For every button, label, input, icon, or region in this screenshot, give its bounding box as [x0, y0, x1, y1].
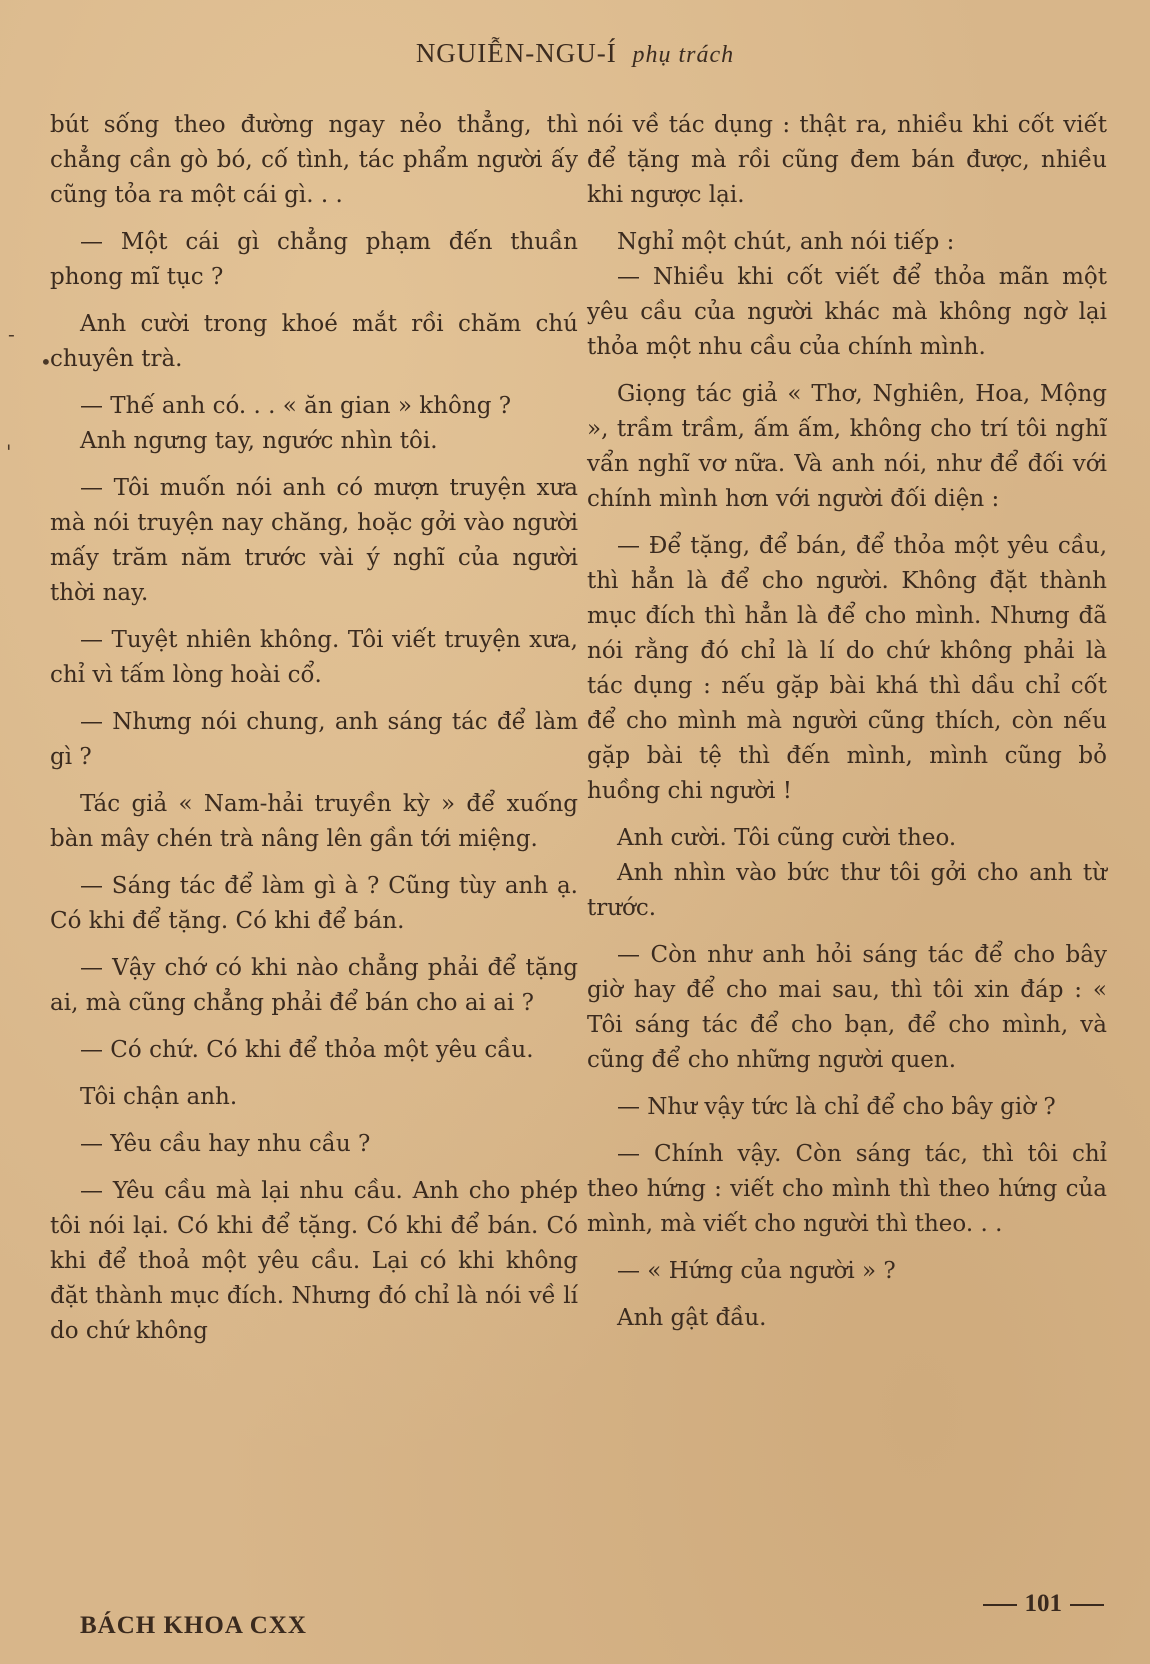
- margin-mark: ': [6, 440, 12, 464]
- paragraph: — Thế anh có. . . « ăn gian » không ?: [80, 393, 512, 419]
- paragraph: — Vậy chớ có khi nào chẳng phải để tặng ai, mà cũng chẳng phải để bán cho ai ai ?: [50, 955, 578, 1016]
- paragraph: — Như vậy tức là chỉ để cho bây giờ ?: [617, 1094, 1056, 1120]
- margin-mark: -: [8, 322, 15, 346]
- paragraph: — Nhiều khi cốt viết để thỏa mãn một yêu cầu của người khác mà không ngờ lại thỏa một nhu cầu của chính mình.: [587, 264, 1107, 360]
- dash-left: [983, 1604, 1017, 1606]
- paragraph: — Tuyệt nhiên không. Tôi viết truyện xưa, chỉ vì tấm lòng hoài cổ.: [50, 627, 578, 688]
- paragraph: Anh ngưng tay, ngước nhìn tôi.: [80, 428, 438, 454]
- paragraph: — Nhưng nói chung, anh sáng tác để làm gì ?: [50, 709, 578, 770]
- left-column: [50, 108, 578, 1361]
- paragraph: Tác giả « Nam-hải truyền kỳ » để xuống bàn mây chén trà nâng lên gần tới miệng.: [50, 791, 578, 852]
- paragraph: Tôi chận anh.: [80, 1084, 238, 1110]
- paragraph: — Một cái gì chẳng phạm đến thuần phong mĩ tục ?: [50, 229, 578, 290]
- paragraph: — Yêu cầu mà lại nhu cầu. Anh cho phép tôi nói lại. Có khi để tặng. Có khi để bán. Có khi để thoả một yêu cầu. Lại có khi không đặt thành mục đích. Nhưng đó chỉ là nói về lí do chứ không: [50, 1178, 578, 1344]
- paragraph: Anh nhìn vào bức thư tôi gởi cho anh từ trước.: [587, 860, 1107, 921]
- paragraph: — Chính vậy. Còn sáng tác, thì tôi chỉ theo hứng : viết cho mình thì theo hứng của mình, mà viết cho người thì theo. . .: [587, 1141, 1107, 1237]
- paragraph: bút sống theo đường ngay nẻo thẳng, thì chẳng cần gò bó, cố tình, tác phẩm người ấy cũng tỏa ra một cái gì. . .: [50, 112, 578, 208]
- paragraph: nói về tác dụng : thật ra, nhiều khi cốt viết để tặng mà rồi cũng đem bán được, nhiều khi ngược lại.: [587, 112, 1107, 208]
- right-column: [587, 108, 1107, 1348]
- paragraph: Giọng tác giả « Thơ, Nghiên, Hoa, Mộng », trầm trầm, ấm ấm, không cho trí tôi nghĩ vẩn nghĩ vơ nữa. Và anh nói, như để đối với chính mình hơn với người đối diện :: [587, 381, 1107, 512]
- paragraph: — Để tặng, để bán, để thỏa một yêu cầu, thì hẳn là để cho người. Không đặt thành mục đích thì hẳn là để cho mình. Nhưng đã nói rằng đó chỉ là lí do chứ không phải là tác dụng : nếu gặp bài khá thì dầu chỉ cốt để cho mình mà người cũng thích, còn nếu gặp bài tệ thì đến mình, mình cũng bỏ huồng chi người !: [587, 533, 1107, 804]
- dash-right: [1070, 1604, 1104, 1606]
- page-number: 101: [1024, 1590, 1062, 1617]
- header-title: NGUIỄN-NGU-Í: [415, 38, 617, 68]
- running-header: [0, 38, 1150, 69]
- paragraph: Nghỉ một chút, anh nói tiếp :: [617, 229, 955, 255]
- margin-dot: •: [40, 350, 52, 374]
- paragraph: — Tôi muốn nói anh có mượn truyện xưa mà nói truyện nay chăng, hoặc gởi vào người mấy trăm năm trước vài ý nghĩ của người thời nay.: [50, 475, 578, 606]
- paragraph: Anh cười. Tôi cũng cười theo.: [617, 825, 957, 851]
- paragraph: Anh cười trong khoé mắt rồi chăm chú chuyên trà.: [50, 311, 578, 372]
- paragraph: — Sáng tác để làm gì à ? Cũng tùy anh ạ. Có khi để tặng. Có khi để bán.: [50, 873, 578, 934]
- magazine-name: BÁCH KHOA CXX: [80, 1612, 307, 1639]
- header-subtitle: phụ trách: [632, 42, 735, 68]
- paragraph: — Có chứ. Có khi để thỏa một yêu cầu.: [80, 1037, 534, 1063]
- paragraph: — Yêu cầu hay nhu cầu ?: [80, 1131, 371, 1157]
- paragraph: — Còn như anh hỏi sáng tác để cho bây giờ hay để cho mai sau, thì tôi xin đáp : « Tôi sáng tác để cho bạn, để cho mình, và cũng để cho những người quen.: [587, 942, 1107, 1073]
- paragraph: Anh gật đầu.: [617, 1305, 767, 1331]
- page-number-block: [975, 1590, 1113, 1618]
- paragraph: — « Hứng của người » ?: [617, 1258, 896, 1284]
